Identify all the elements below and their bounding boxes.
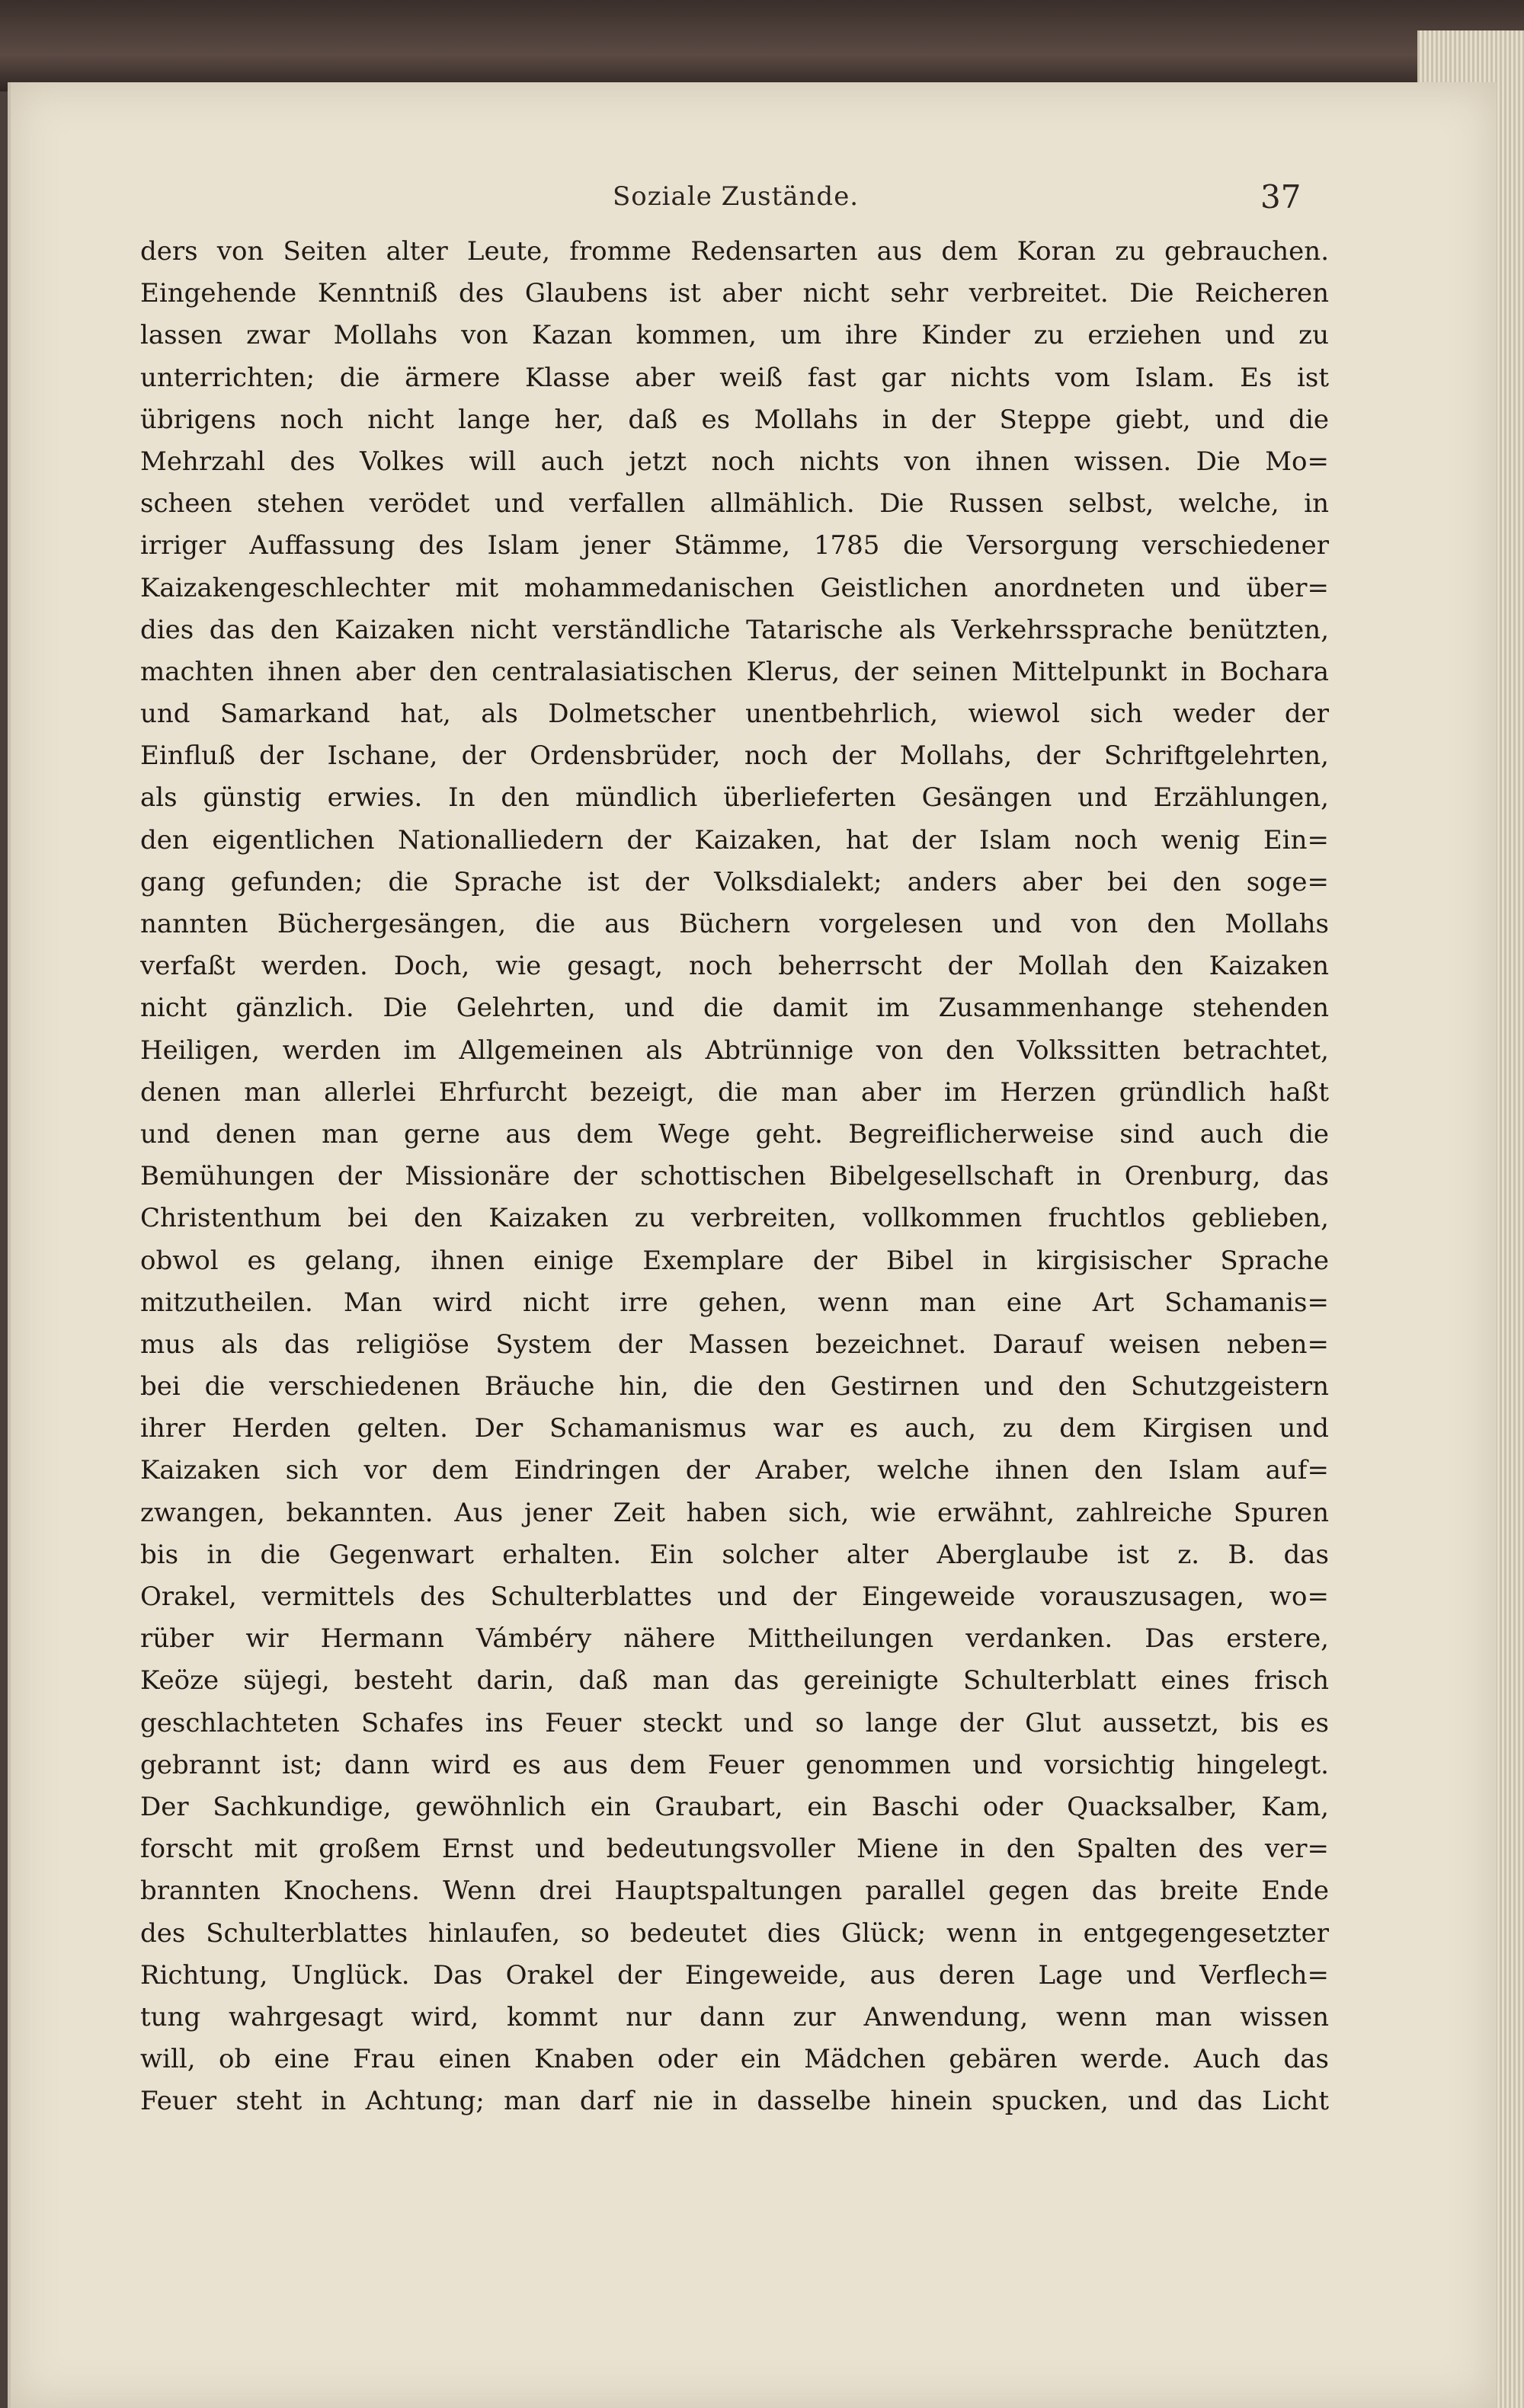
text-line: machten ihnen aber den centralasiatischen Klerus, der seinen Mittelpunkt in Bochara [140, 656, 1329, 687]
text-line: mus als das religiöse System der Massen bezeichnet. Darauf weisen neben= [140, 1329, 1329, 1360]
text-line: ihrer Herden gelten. Der Schamanismus war es auch, zu dem Kirgisen und [140, 1413, 1329, 1444]
text-line: als günstig erwies. In den mündlich überlieferten Gesängen und Erzählungen, [140, 782, 1329, 814]
text-line: unterrichten; die ärmere Klasse aber weiß fast gar nichts vom Islam. Es ist [140, 362, 1329, 393]
text-line: bis in die Gegenwart erhalten. Ein solcher alter Aberglaube ist z. B. das [140, 1539, 1329, 1570]
text-line: irriger Auffassung des Islam jener Stämme, 1785 die Versorgung verschiedener [140, 530, 1329, 561]
text-line: Eingehende Kenntniß des Glaubens ist aber nicht sehr verbreitet. Die Reicheren [140, 278, 1329, 309]
text-line: geschlachteten Schafes ins Feuer steckt und so lange der Glut aussetzt, bis es [140, 1707, 1329, 1738]
text-line: Heiligen, werden im Allgemeinen als Abtrünnige von den Volkssitten betrachtet, [140, 1035, 1329, 1066]
page-number: 37 [1260, 178, 1301, 216]
text-line: verfaßt werden. Doch, wie gesagt, noch beherrscht der Mollah den Kaizaken [140, 951, 1329, 982]
text-line: Orakel, vermittels des Schulterblattes und der Eingeweide vorauszusagen, wo= [140, 1581, 1329, 1612]
text-line: Richtung, Unglück. Das Orakel der Eingeweide, aus deren Lage und Verflech= [140, 1959, 1329, 1991]
text-line: lassen zwar Mollahs von Kazan kommen, um ihre Kinder zu erziehen und zu [140, 320, 1329, 351]
text-line: forscht mit großem Ernst und bedeutungsvoller Miene in den Spalten des ver= [140, 1834, 1329, 1865]
body-text [140, 231, 1329, 2122]
text-line: Feuer steht in Achtung; man darf nie in dasselbe hinein spucken, und das Licht [140, 2086, 1329, 2117]
text-line: dies das den Kaizaken nicht verständliche Tatarische als Verkehrssprache benützten, [140, 614, 1329, 645]
text-line: nicht gänzlich. Die Gelehrten, und die damit im Zusammenhange stehenden [140, 993, 1329, 1024]
text-line: Christenthum bei den Kaizaken zu verbreiten, vollkommen fruchtlos geblieben, [140, 1203, 1329, 1234]
text-line: den eigentlichen Nationalliedern der Kaizaken, hat der Islam noch wenig Ein= [140, 824, 1329, 855]
text-line: Der Sachkundige, gewöhnlich ein Graubart, ein Baschi oder Quacksalber, Kam, [140, 1791, 1329, 1822]
text-line: und denen man gerne aus dem Wege geht. Begreiflicherweise sind auch die [140, 1118, 1329, 1150]
text-line: obwol es gelang, ihnen einige Exemplare der Bibel in kirgisischer Sprache [140, 1245, 1329, 1276]
text-line: tung wahrgesagt wird, kommt nur dann zur Anwendung, wenn man wissen [140, 2001, 1329, 2032]
text-line: will, ob eine Frau einen Knaben oder ein Mädchen gebären werde. Auch das [140, 2044, 1329, 2075]
text-line: mitzutheilen. Man wird nicht irre gehen, wenn man eine Art Schamanis= [140, 1287, 1329, 1318]
text-line: und Samarkand hat, als Dolmetscher unentbehrlich, wiewol sich weder der [140, 699, 1329, 730]
text-line: des Schulterblattes hinlaufen, so bedeutet dies Glück; wenn in entgegengesetzter [140, 1917, 1329, 1949]
book-page [8, 82, 1497, 2408]
text-line: Einfluß der Ischane, der Ordensbrüder, noch der Mollahs, der Schriftgelehrten, [140, 740, 1329, 772]
text-line: Keöze süjegi, besteht darin, daß man das gereinigte Schulterblatt eines frisch [140, 1665, 1329, 1696]
page-header [11, 174, 1497, 235]
text-line: scheen stehen verödet und verfallen allmählich. Die Russen selbst, welche, in [140, 488, 1329, 520]
text-line: Mehrzahl des Volkes will auch jetzt noch nichts von ihnen wissen. Die Mo= [140, 446, 1329, 477]
book-cover-edge [0, 0, 1524, 91]
running-title: Soziale Zustände. [613, 181, 860, 212]
text-line: ders von Seiten alter Leute, fromme Redensarten aus dem Koran zu gebrauchen. [140, 236, 1329, 267]
text-line: bei die verschiedenen Bräuche hin, die den Gestirnen und den Schutzgeistern [140, 1371, 1329, 1402]
text-line: nannten Büchergesängen, die aus Büchern vorgelesen und von den Mollahs [140, 909, 1329, 939]
text-line: Bemühungen der Missionäre der schottischen Bibelgesellschaft in Orenburg, das [140, 1161, 1329, 1192]
text-line: Kaizakengeschlechter mit mohammedanischen Geistlichen anordneten und über= [140, 572, 1329, 603]
text-line: brannten Knochens. Wenn drei Hauptspaltungen parallel gegen das breite Ende [140, 1876, 1329, 1907]
text-line: zwangen, bekannten. Aus jener Zeit haben sich, wie erwähnt, zahlreiche Spuren [140, 1497, 1329, 1528]
text-line: gebrannt ist; dann wird es aus dem Feuer genommen und vorsichtig hingelegt. [140, 1749, 1329, 1780]
text-line: denen man allerlei Ehrfurcht bezeigt, die man aber im Herzen gründlich haßt [140, 1076, 1329, 1108]
text-line: übrigens noch nicht lange her, daß es Mollahs in der Steppe giebt, und die [140, 404, 1329, 435]
text-line: gang gefunden; die Sprache ist der Volksdialekt; anders aber bei den soge= [140, 866, 1329, 897]
text-line: Kaizaken sich vor dem Eindringen der Araber, welche ihnen den Islam auf= [140, 1455, 1329, 1486]
text-line: rüber wir Hermann Vámbéry nähere Mittheilungen verdanken. Das erstere, [140, 1623, 1329, 1655]
